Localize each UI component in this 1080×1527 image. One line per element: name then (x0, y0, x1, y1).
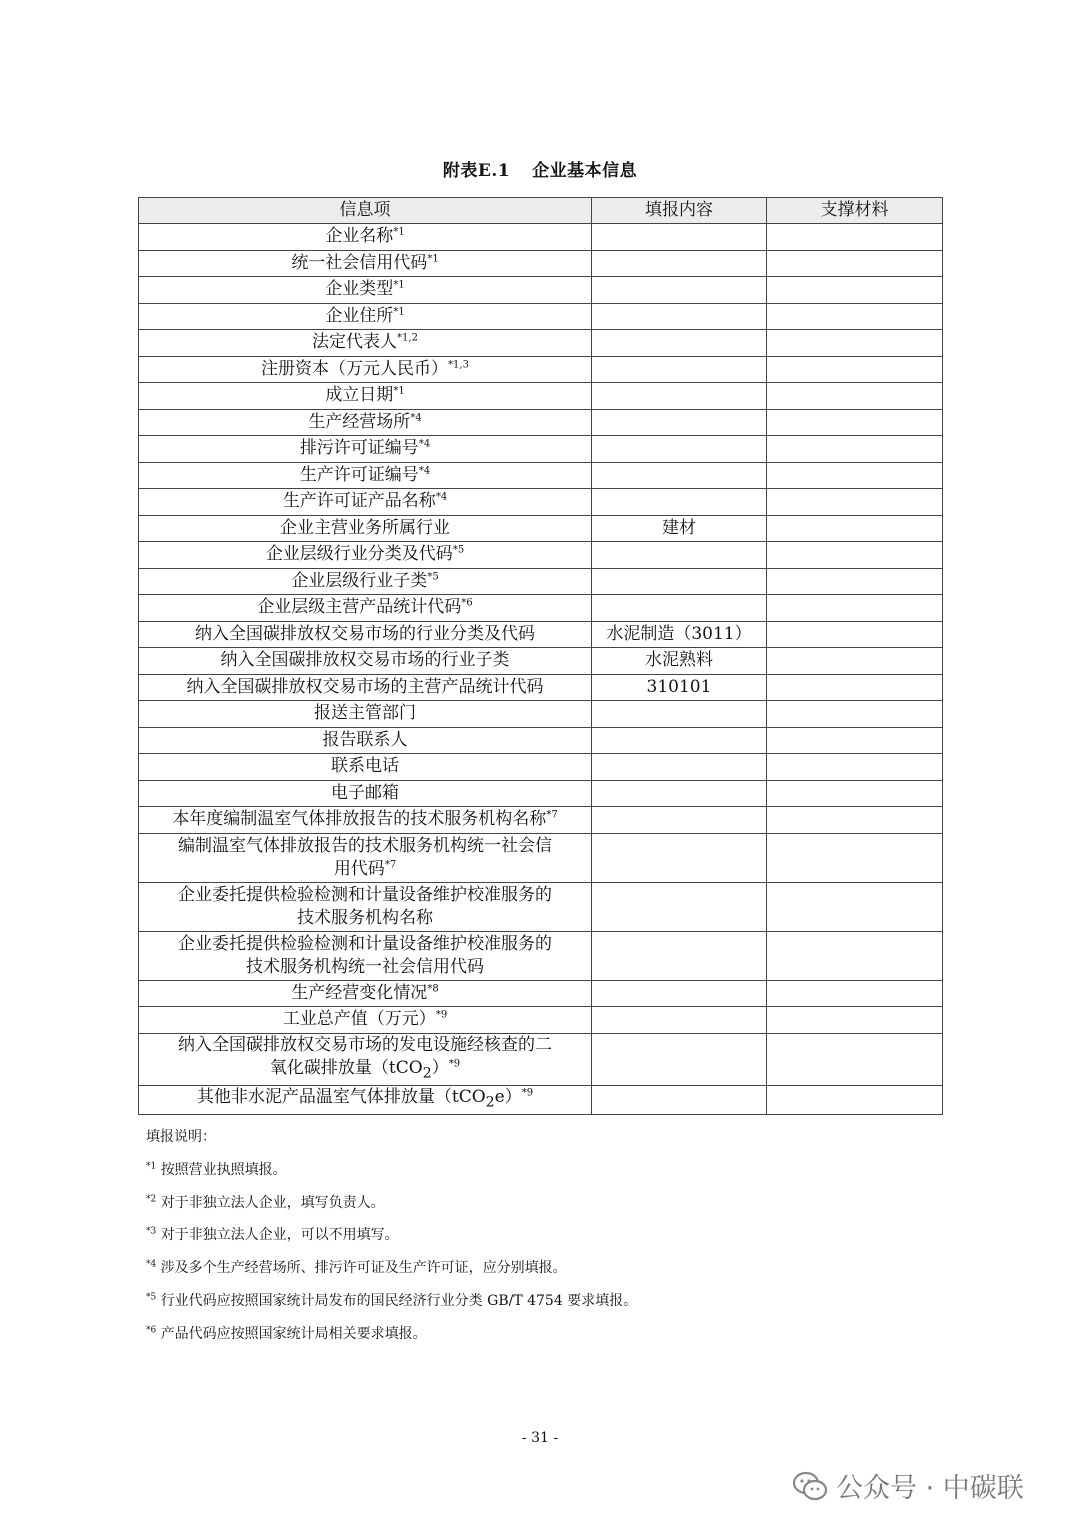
table-header-row (139, 198, 943, 224)
item-cell: 排污许可证编号$^{*4}$ (139, 436, 592, 463)
table-title-text: 企业基本信息 (532, 161, 638, 181)
item-cell: 报送主管部门 (139, 701, 592, 728)
watermark (792, 1466, 1024, 1505)
content-cell[interactable] (592, 833, 767, 882)
table-title-prefix: 附表E.1 (442, 161, 511, 181)
item-cell: 企业委托提供检验检测和计量设备维护校准服务的 技术服务机构名称 (139, 882, 592, 931)
table-row (139, 568, 943, 595)
table-row (139, 648, 943, 675)
content-cell[interactable] (592, 277, 767, 304)
item-cell: 纳入全国碳排放权交易市场的行业分类及代码 (139, 621, 592, 648)
content-cell[interactable]: 310101 (592, 674, 767, 701)
content-cell[interactable]: 水泥制造（3011） (592, 621, 767, 648)
content-cell[interactable] (592, 807, 767, 834)
item-cell: 企业层级行业子类$^{*5}$ (139, 568, 592, 595)
item-cell: 企业名称$^{*1}$ (139, 224, 592, 251)
content-cell[interactable] (592, 409, 767, 436)
item-cell: 生产经营场所$^{*4}$ (139, 409, 592, 436)
table-row (139, 727, 943, 754)
content-cell[interactable] (592, 980, 767, 1007)
header-support: 支撑材料 (767, 198, 943, 224)
content-cell[interactable] (592, 1085, 767, 1114)
watermark-text: 公众号 · 中碳联 (836, 1473, 1024, 1504)
item-cell: 纳入全国碳排放权交易市场的发电设施经核查的二 氧化碳排放量$(tCO_2)^{*9}$ (139, 1033, 592, 1085)
support-cell[interactable] (767, 515, 943, 542)
note-item: $^{*5}$ 行业代码应按照国家统计局发布的国民经济行业分类 GB/T 4754 要求填报。 (146, 1292, 638, 1309)
support-cell[interactable] (767, 224, 943, 251)
item-cell: 纳入全国碳排放权交易市场的主营产品统计代码 (139, 674, 592, 701)
support-cell[interactable] (767, 356, 943, 383)
item-cell: 企业主营业务所属行业 (139, 515, 592, 542)
item-cell: 联系电话 (139, 754, 592, 781)
content-cell[interactable] (592, 1033, 767, 1085)
note-item: $^{*1}$ 按照营业执照填报。 (146, 1161, 287, 1178)
item-cell: 生产许可证编号$^{*4}$ (139, 462, 592, 489)
content-cell[interactable] (592, 489, 767, 516)
page-number: - 31 - (521, 1430, 559, 1446)
support-cell[interactable] (767, 568, 943, 595)
table-row (139, 674, 943, 701)
table-row (139, 807, 943, 834)
table-row (139, 224, 943, 251)
table-row (139, 436, 943, 463)
support-cell[interactable] (767, 754, 943, 781)
content-cell[interactable] (592, 303, 767, 330)
table-row (139, 1033, 943, 1085)
notes-heading: 填报说明： (146, 1129, 216, 1145)
table-row (139, 303, 943, 330)
notes (146, 1128, 637, 1358)
content-cell[interactable] (592, 595, 767, 622)
table-row (139, 833, 943, 882)
support-cell[interactable] (767, 542, 943, 569)
support-cell[interactable] (767, 383, 943, 410)
item-cell: 企业层级主营产品统计代码$^{*6}$ (139, 595, 592, 622)
table-row (139, 330, 943, 357)
item-cell: 统一社会信用代码$^{*1}$ (139, 250, 592, 277)
content-cell[interactable] (592, 383, 767, 410)
enterprise-info-table (138, 197, 943, 1115)
content-cell[interactable] (592, 754, 767, 781)
item-cell: 法定代表人$^{*1,2}$ (139, 330, 592, 357)
table-row (139, 277, 943, 304)
wechat-icon (792, 1471, 828, 1501)
table-row (139, 383, 943, 410)
item-cell: 企业住所$^{*1}$ (139, 303, 592, 330)
content-cell[interactable]: 水泥熟料 (592, 648, 767, 675)
support-cell[interactable] (767, 250, 943, 277)
support-cell[interactable] (767, 330, 943, 357)
content-cell[interactable] (592, 462, 767, 489)
item-cell: 生产经营变化情况$^{*8}$ (139, 980, 592, 1007)
table-row (139, 250, 943, 277)
support-cell[interactable] (767, 931, 943, 980)
support-cell[interactable] (767, 1085, 943, 1114)
table-row (139, 980, 943, 1007)
item-cell: 企业类型$^{*1}$ (139, 277, 592, 304)
content-cell[interactable] (592, 568, 767, 595)
content-cell[interactable] (592, 224, 767, 251)
content-cell[interactable] (592, 356, 767, 383)
content-cell[interactable]: 建材 (592, 515, 767, 542)
content-cell[interactable] (592, 330, 767, 357)
note-item: $^{*4}$ 涉及多个生产经营场所、排污许可证及生产许可证，应分别填报。 (146, 1259, 567, 1277)
support-cell[interactable] (767, 807, 943, 834)
item-cell: 注册资本（万元人民币）$^{*1,3}$ (139, 356, 592, 383)
table-row (139, 621, 943, 648)
support-cell[interactable] (767, 436, 943, 463)
table-row (139, 595, 943, 622)
item-cell: 本年度编制温室气体排放报告的技术服务机构名称$^{*7}$ (139, 807, 592, 834)
support-cell[interactable] (767, 621, 943, 648)
table-row (139, 515, 943, 542)
table-row (139, 882, 943, 931)
content-cell[interactable] (592, 701, 767, 728)
item-cell: 报告联系人 (139, 727, 592, 754)
item-cell: 编制温室气体排放报告的技术服务机构统一社会信 用代码$^{*7}$ (139, 833, 592, 882)
header-item: 信息项 (139, 198, 592, 224)
table-row (139, 931, 943, 980)
support-cell[interactable] (767, 727, 943, 754)
support-cell[interactable] (767, 833, 943, 882)
table-row (139, 1085, 943, 1114)
table-row (139, 356, 943, 383)
table-row (139, 409, 943, 436)
support-cell[interactable] (767, 1033, 943, 1085)
table-row (139, 701, 943, 728)
item-cell: 企业委托提供检验检测和计量设备维护校准服务的 技术服务机构统一社会信用代码 (139, 931, 592, 980)
item-cell: 其他非水泥产品温室气体排放量$(tCO_2e)^{*9}$ (139, 1085, 592, 1114)
support-cell[interactable] (767, 674, 943, 701)
support-cell[interactable] (767, 462, 943, 489)
table-row (139, 489, 943, 516)
table-row (139, 780, 943, 807)
support-cell[interactable] (767, 882, 943, 931)
support-cell[interactable] (767, 409, 943, 436)
support-cell[interactable] (767, 980, 943, 1007)
table-row (139, 1007, 943, 1034)
item-cell: 成立日期$^{*1}$ (139, 383, 592, 410)
content-cell[interactable] (592, 250, 767, 277)
content-cell[interactable] (592, 882, 767, 931)
table-title (0, 156, 1080, 181)
table-row (139, 542, 943, 569)
table-row (139, 754, 943, 781)
support-cell[interactable] (767, 303, 943, 330)
support-cell[interactable] (767, 780, 943, 807)
content-cell[interactable] (592, 436, 767, 463)
header-content: 填报内容 (592, 198, 767, 224)
item-cell: 电子邮箱 (139, 780, 592, 807)
support-cell[interactable] (767, 1007, 943, 1034)
item-cell: 生产许可证产品名称$^{*4}$ (139, 489, 592, 516)
note-item: $^{*3}$ 对于非独立法人企业，可以不用填写。 (146, 1226, 399, 1244)
content-cell[interactable] (592, 931, 767, 980)
support-cell[interactable] (767, 277, 943, 304)
note-item: $^{*6}$ 产品代码应按照国家统计局相关要求填报。 (146, 1325, 427, 1342)
content-cell[interactable] (592, 780, 767, 807)
content-cell[interactable] (592, 727, 767, 754)
support-cell[interactable] (767, 648, 943, 675)
item-cell: 企业层级行业分类及代码$^{*5}$ (139, 542, 592, 569)
content-cell[interactable] (592, 542, 767, 569)
support-cell[interactable] (767, 701, 943, 728)
note-item: $^{*2}$ 对于非独立法人企业，填写负责人。 (146, 1193, 385, 1211)
support-cell[interactable] (767, 489, 943, 516)
item-cell: 纳入全国碳排放权交易市场的行业子类 (139, 648, 592, 675)
item-cell: 工业总产值（万元）$^{*9}$ (139, 1007, 592, 1034)
table-row (139, 462, 943, 489)
support-cell[interactable] (767, 595, 943, 622)
content-cell[interactable] (592, 1007, 767, 1034)
